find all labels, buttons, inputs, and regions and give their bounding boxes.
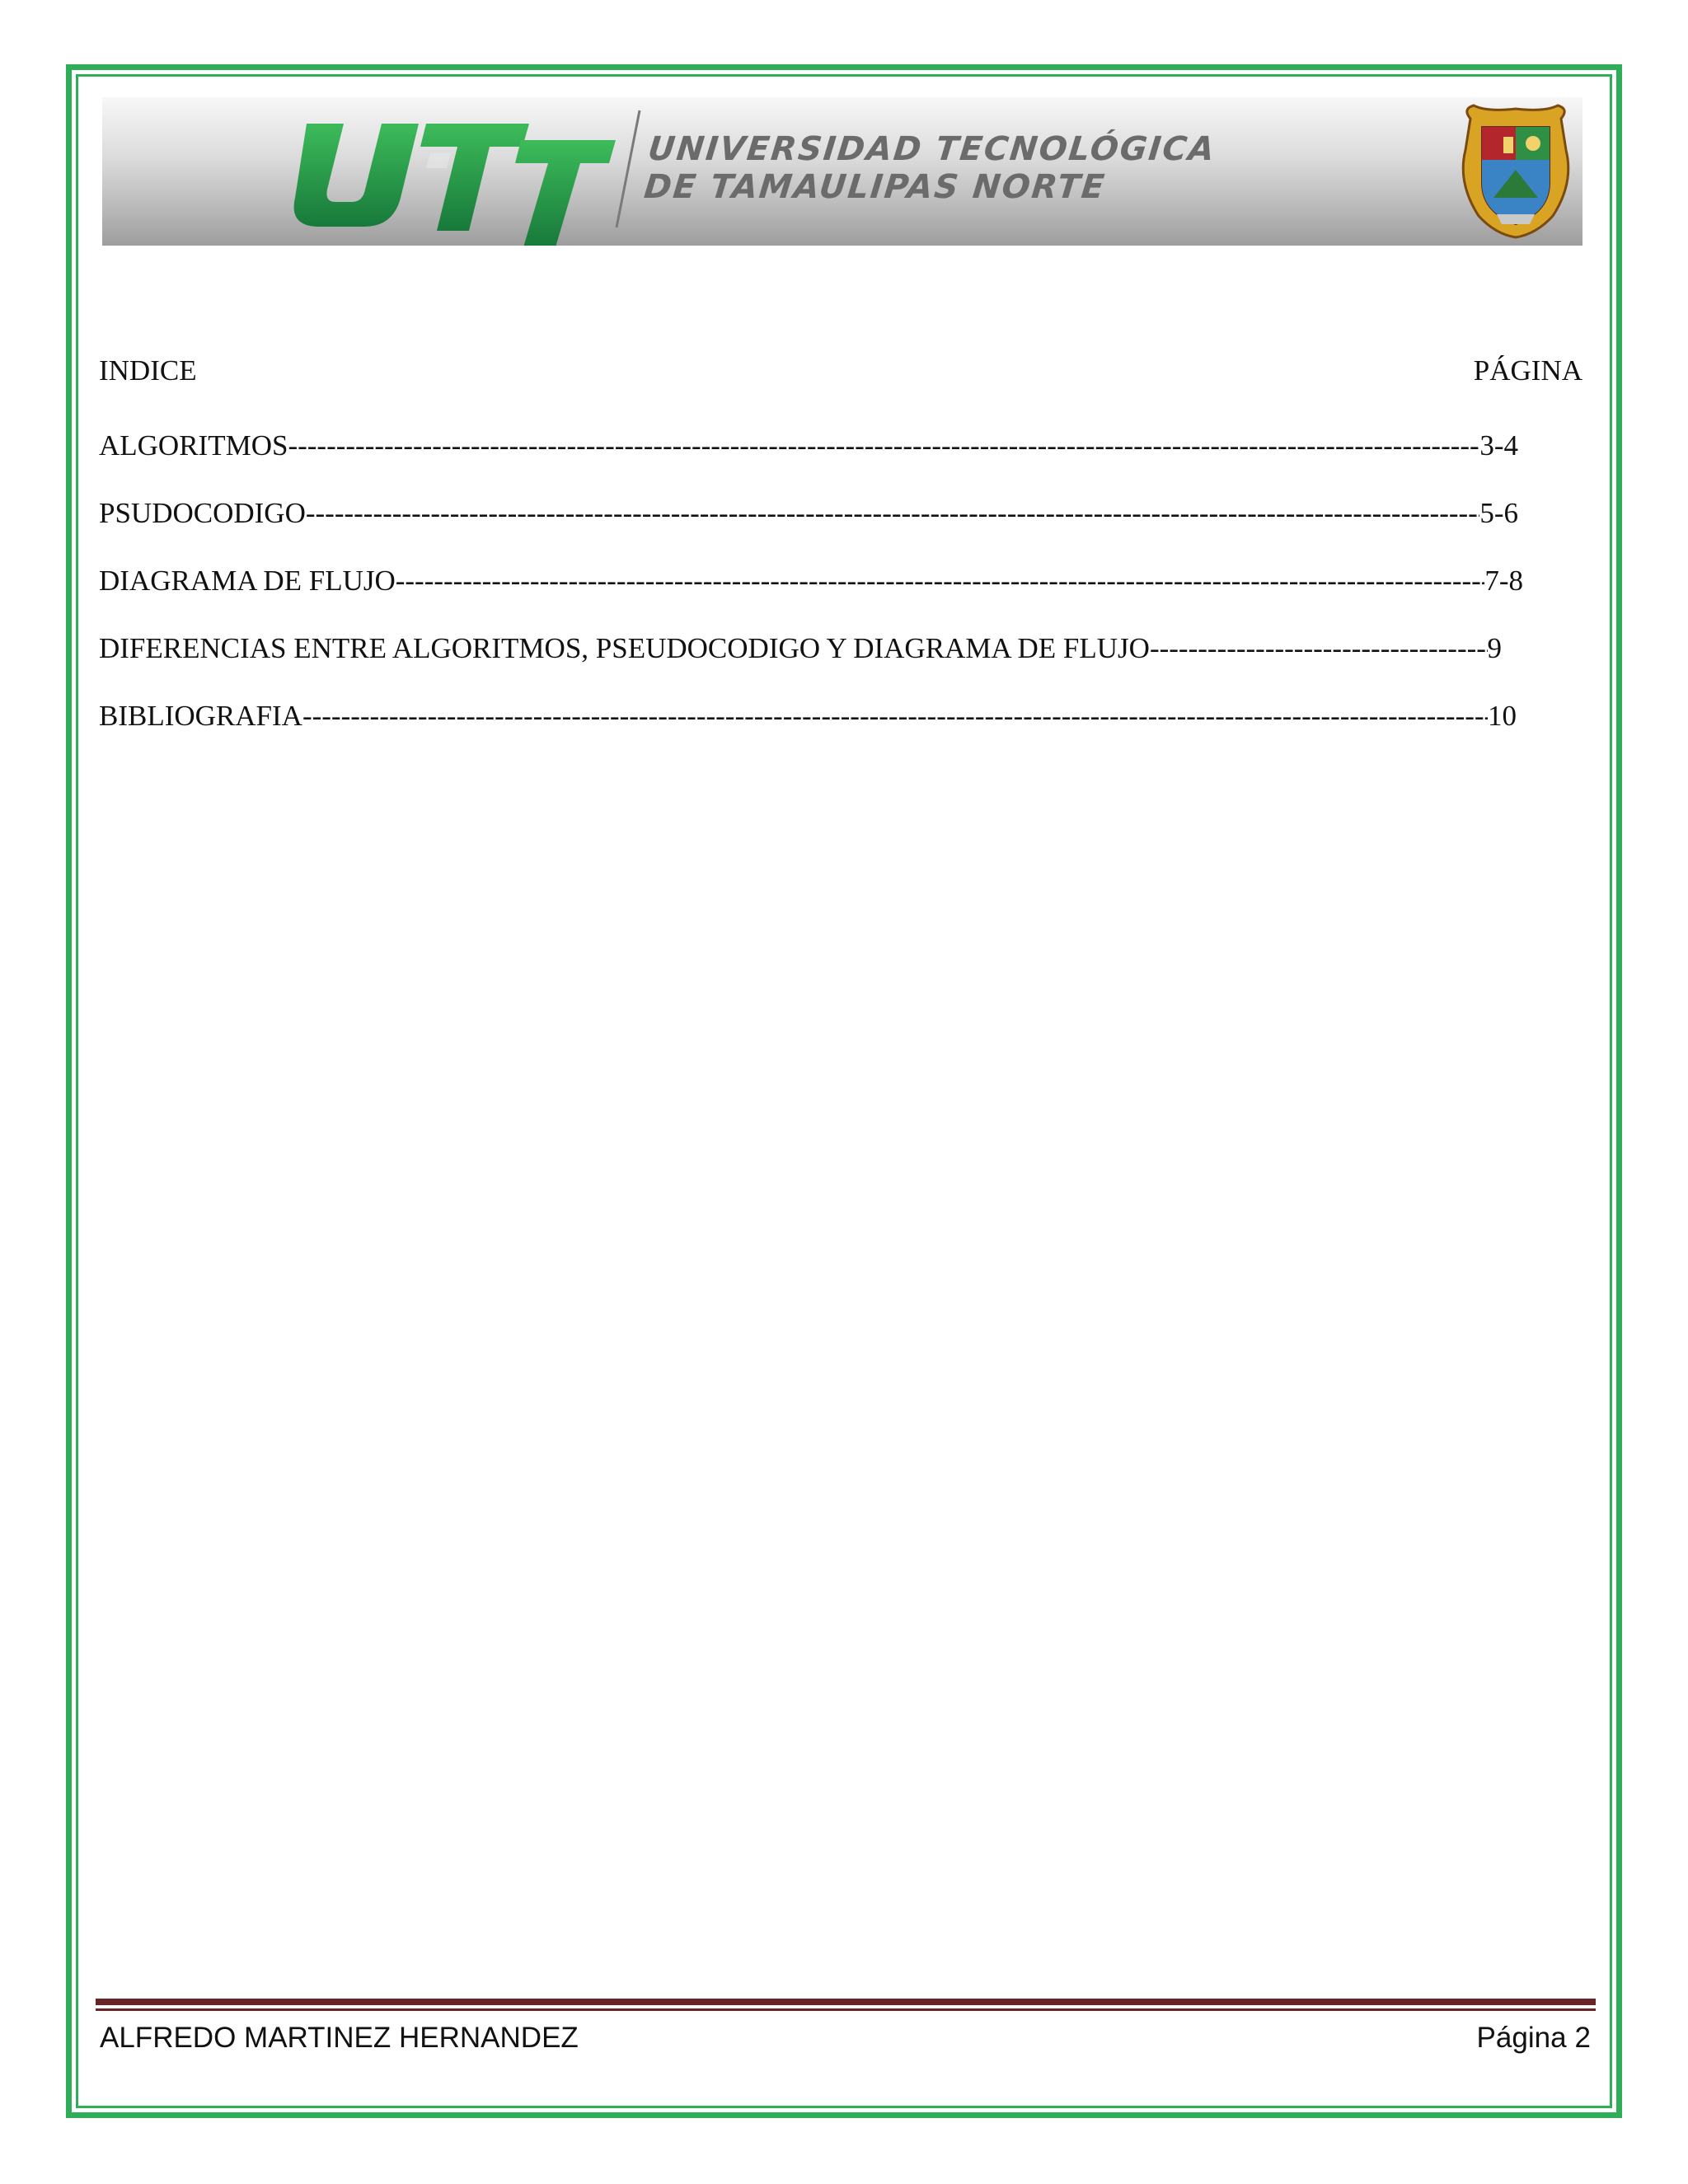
header-banner <box>102 97 1582 246</box>
tamaulipas-coat-of-arms-icon <box>1454 101 1578 241</box>
toc-leader-dashes <box>306 480 1479 547</box>
footer-author: ALFREDO MARTINEZ HERNANDEZ <box>100 2022 579 2054</box>
footer-rule-thick <box>96 1999 1596 2005</box>
toc-leader-dashes <box>396 547 1485 615</box>
footer-page-label: Página <box>1476 2022 1567 2054</box>
toc-entry-page: 7-8 <box>1484 565 1523 597</box>
toc-header <box>99 346 1582 396</box>
table-of-contents <box>99 346 1582 750</box>
toc-leader-dashes <box>288 412 1479 480</box>
footer-rule-thin <box>96 2008 1596 2011</box>
footer-page-value: 2 <box>1574 2022 1591 2054</box>
university-name-line2: DE TAMAULIPAS NORTE <box>642 168 1108 206</box>
university-name <box>642 130 1217 206</box>
toc-entry-title: DIAGRAMA DE FLUJO <box>99 565 396 597</box>
toc-heading-page: PÁGINA <box>1473 354 1582 387</box>
divider-slash-icon <box>612 107 645 231</box>
toc-entry-page: 9 <box>1487 632 1502 664</box>
toc-heading-index: INDICE <box>99 354 197 387</box>
toc-entry-title: BIBLIOGRAFIA <box>99 700 302 732</box>
toc-entry-title: PSUDOCODIGO <box>99 497 306 529</box>
utt-logo-icon <box>282 107 628 246</box>
footer-page-number <box>1477 2018 1591 2059</box>
university-name-line1: UNIVERSIDAD TECNOLÓGICA <box>646 130 1218 168</box>
toc-entry-page: 3-4 <box>1479 429 1518 462</box>
toc-entry-page: 10 <box>1488 700 1517 732</box>
toc-entry-title: DIFERENCIAS ENTRE ALGORITMOS, PSEUDOCODIGO Y DIAGRAMA DE FLUJO <box>99 632 1150 664</box>
toc-entry-page: 5-6 <box>1479 497 1518 529</box>
toc-entry-title: ALGORITMOS <box>99 429 288 462</box>
toc-leader-dashes <box>302 682 1488 750</box>
toc-entry <box>99 615 1502 682</box>
toc-entry <box>99 412 1518 480</box>
toc-entry <box>99 682 1517 750</box>
toc-entry <box>99 480 1518 547</box>
toc-entry <box>99 547 1523 615</box>
toc-leader-dashes <box>1150 615 1488 682</box>
